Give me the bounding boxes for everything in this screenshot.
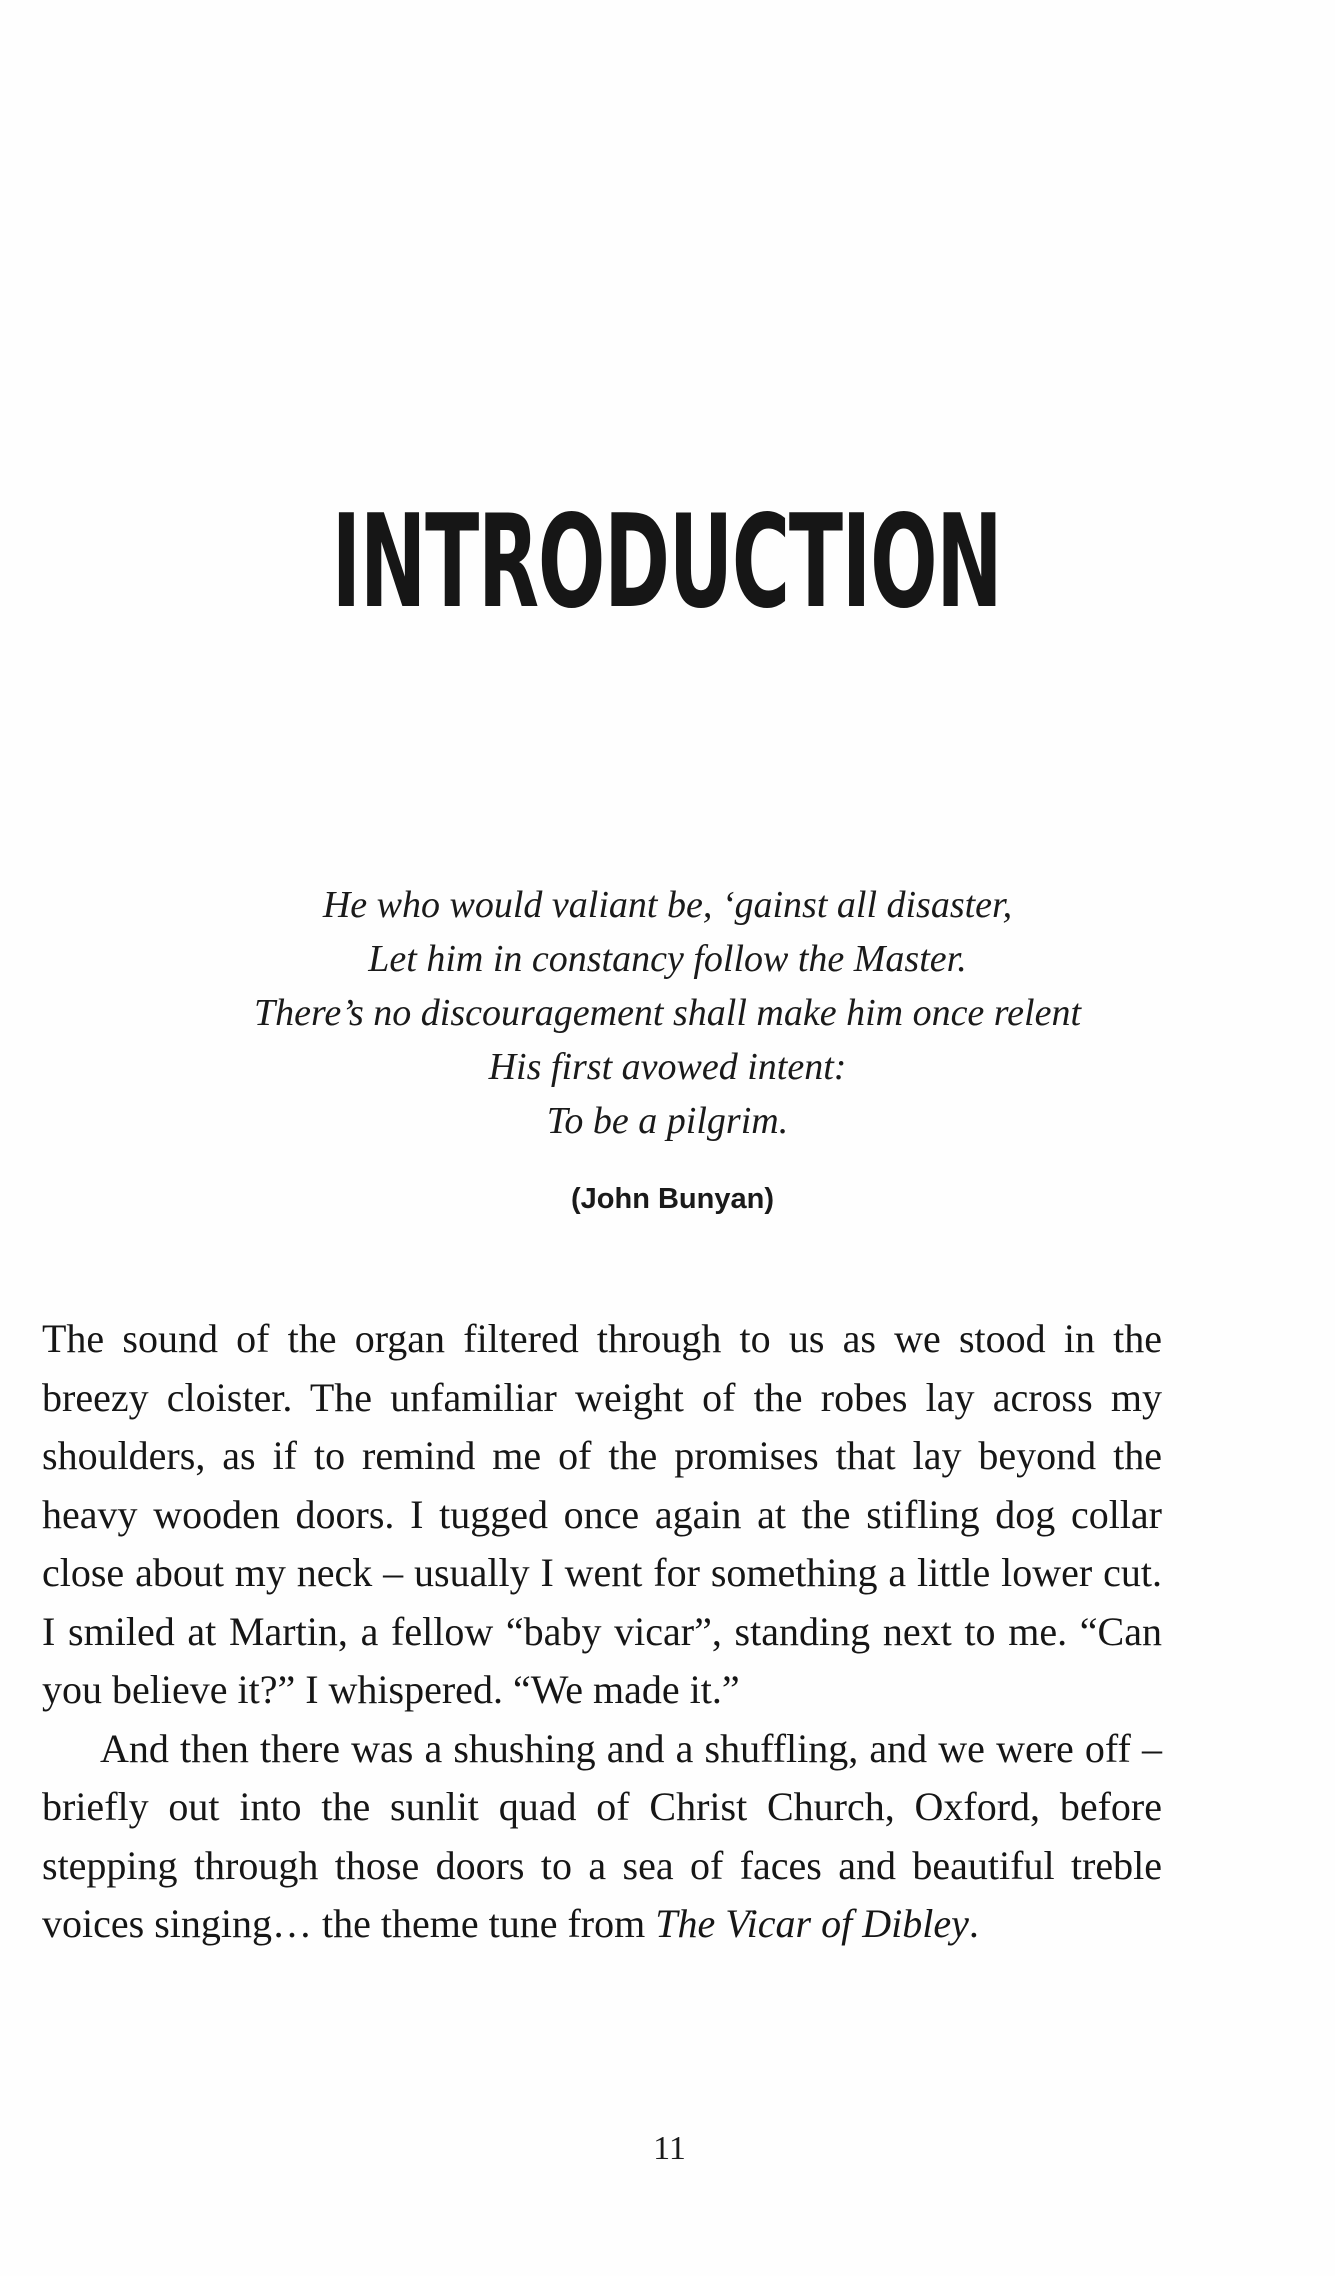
- epigraph-line: His first avowed intent:: [488, 1046, 847, 1088]
- epigraph-line: Let him in constancy follow the Master.: [368, 938, 967, 980]
- paragraph: [42, 1720, 1162, 1954]
- paragraph: The sound of the organ filtered through to us as we stood in the breezy cloister. The unfamiliar weight of the robes lay across my shoulders, as if to remind me of the promises that lay beyond the heavy wooden doors. I tugged once again at the stifling dog collar close about my neck – usually I went for something a little lower cut. I smiled at Martin, a fellow “baby vicar”, standing next to me. “Can you believe it?” I whispered. “We made it.”: [42, 1316, 1162, 1712]
- epigraph-line: There’s no discouragement shall make him once relent: [253, 992, 1082, 1034]
- epigraph-attribution: (John Bunyan): [571, 1183, 774, 1215]
- body-text: [42, 1310, 1162, 1954]
- page-number: 11: [653, 2130, 686, 2167]
- title-reference: The Vicar of Dibley: [655, 1901, 969, 1946]
- paragraph-text: And then there was a shushing and a shuffling, and we were off – briefly out into the sunlit quad of Christ Church, Oxford, before stepping through those doors to a sea of faces and beautiful treble voices singing… the theme tune from: [42, 1725, 1162, 1946]
- epigraph-line: To be a pilgrim.: [546, 1100, 789, 1142]
- epigraph: [0, 878, 1335, 1148]
- epigraph-line: He who would valiant be, ‘gainst all disaster,: [322, 884, 1013, 926]
- paragraph-end: .: [968, 1901, 979, 1946]
- chapter-title: INTRODUCTION: [331, 488, 1002, 637]
